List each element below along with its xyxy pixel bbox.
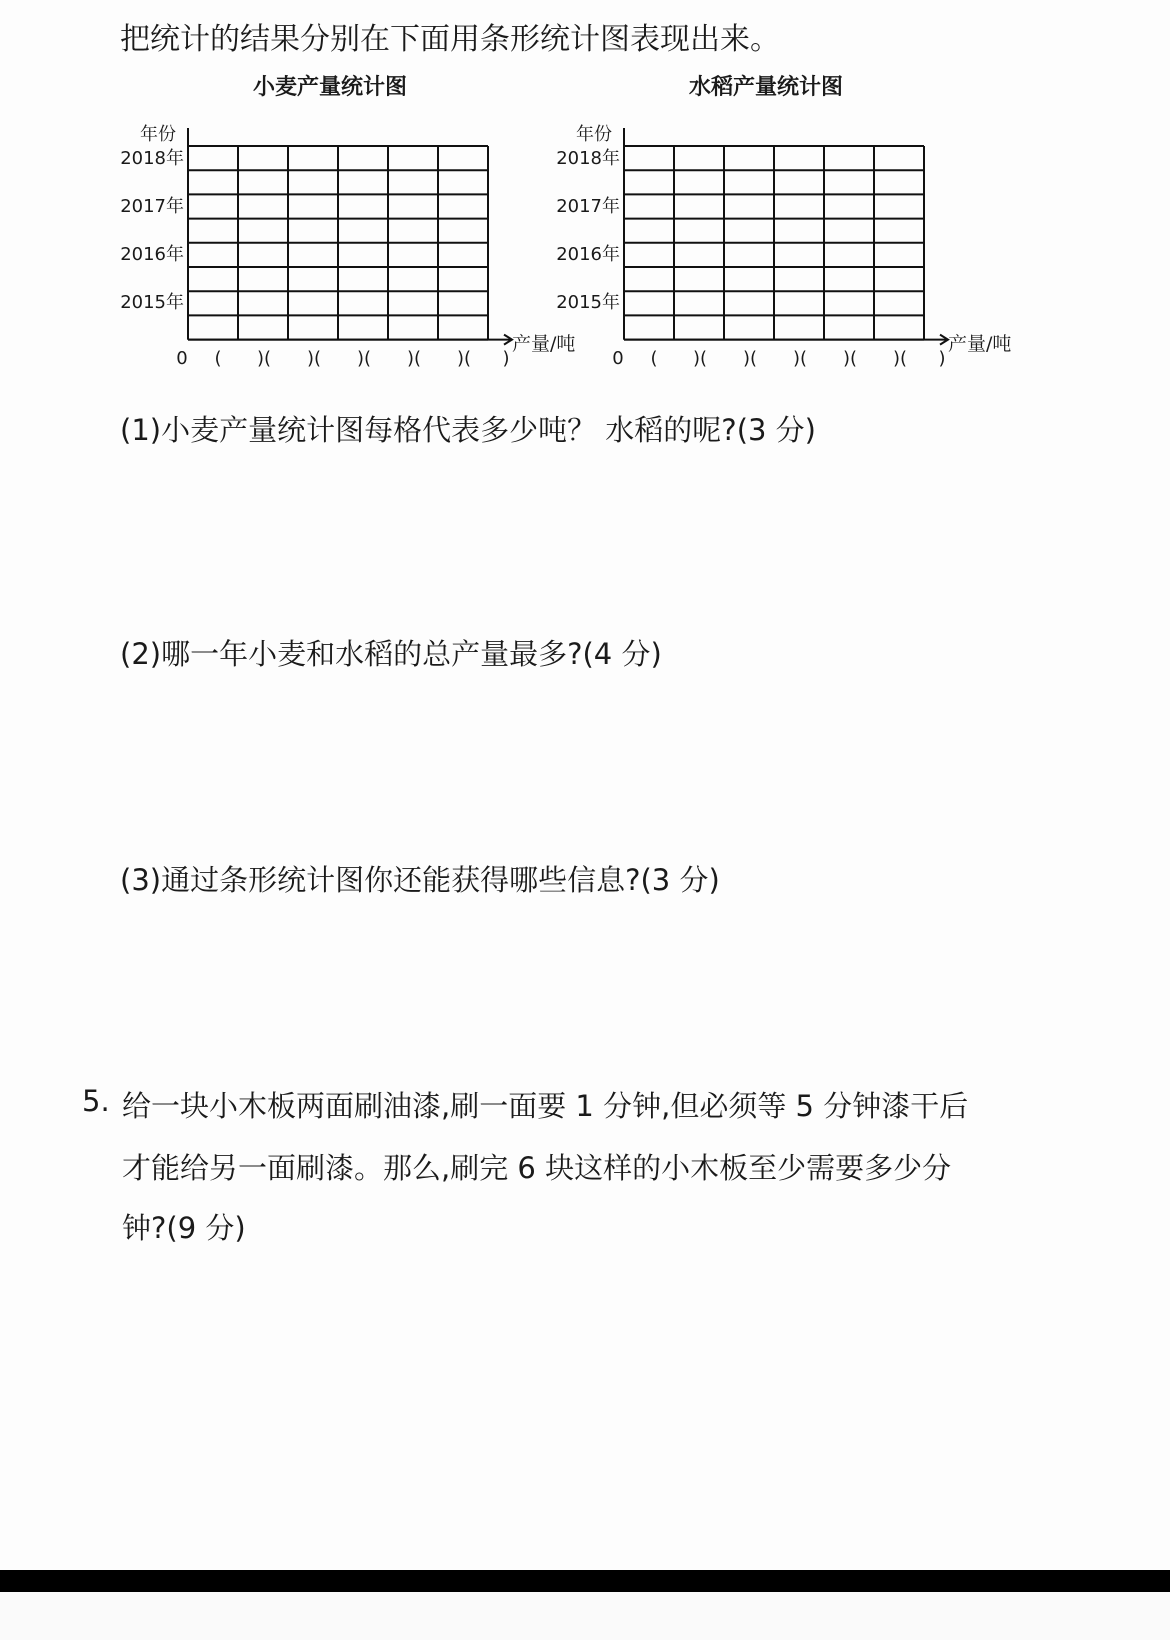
tick-blank: ): [938, 348, 946, 369]
tick-blank: )(: [256, 348, 272, 369]
x-axis-label: 产量/吨: [512, 333, 576, 355]
footer-strip: [0, 1592, 1170, 1640]
bottom-bar: [0, 1570, 1170, 1592]
tick-blanks: [650, 348, 945, 369]
problem-5-line: 才能给另一面刷漆。那么,刷完 6 块这样的小木板至少需要多少分: [122, 1151, 952, 1185]
rice-chart: [536, 68, 1056, 388]
tick-blank: )(: [892, 348, 908, 369]
problem-5-line: 钟?(9 分): [122, 1211, 246, 1245]
x-axis-label: 产量/吨: [948, 333, 1012, 355]
tick-blank: )(: [792, 348, 808, 369]
problem-5-line: 给一块小木板两面刷油漆,刷一面要 1 分钟,但必须等 5 分钟漆干后: [122, 1089, 969, 1123]
tick-blank: )(: [356, 348, 372, 369]
origin-label: 0: [176, 348, 188, 369]
tick-blank: )(: [306, 348, 322, 369]
tick-blank: )(: [742, 348, 758, 369]
rice-chart-svg: [536, 68, 1056, 388]
year-label: 2017年: [120, 196, 184, 217]
chart-title: 水稻产量统计图: [688, 75, 844, 100]
year-label: 2015年: [556, 292, 620, 313]
year-label: 2016年: [556, 244, 620, 265]
tick-blank: )(: [456, 348, 472, 369]
grid: [188, 128, 512, 345]
year-labels: [120, 147, 184, 313]
chart-title: 小麦产量统计图: [252, 75, 408, 100]
origin-label: 0: [612, 348, 624, 369]
y-axis-label: 年份: [140, 124, 176, 145]
tick-blank: )(: [406, 348, 422, 369]
tick-blank: )(: [692, 348, 708, 369]
tick-blank: (: [214, 348, 222, 369]
year-label: 2015年: [120, 292, 184, 313]
year-label: 2018年: [556, 148, 620, 169]
grid: [624, 128, 948, 345]
question-3: (3)通过条形统计图你还能获得哪些信息?(3 分): [120, 863, 720, 897]
tick-blanks: [214, 348, 509, 369]
y-axis-label: 年份: [576, 124, 612, 145]
tick-blank: (: [650, 348, 658, 369]
question-1: (1)小麦产量统计图每格代表多少吨？ 水稻的呢?(3 分): [120, 413, 816, 447]
instruction-text: 把统计的结果分别在下面用条形统计图表现出来。: [120, 22, 780, 57]
year-label: 2018年: [120, 148, 184, 169]
year-label: 2016年: [120, 244, 184, 265]
tick-blank: )(: [842, 348, 858, 369]
year-label: 2017年: [556, 196, 620, 217]
problem-5-number: 5.: [82, 1084, 110, 1118]
year-labels: [556, 147, 620, 313]
tick-blank: ): [502, 348, 510, 369]
question-2: (2)哪一年小麦和水稻的总产量最多?(4 分): [120, 637, 662, 671]
